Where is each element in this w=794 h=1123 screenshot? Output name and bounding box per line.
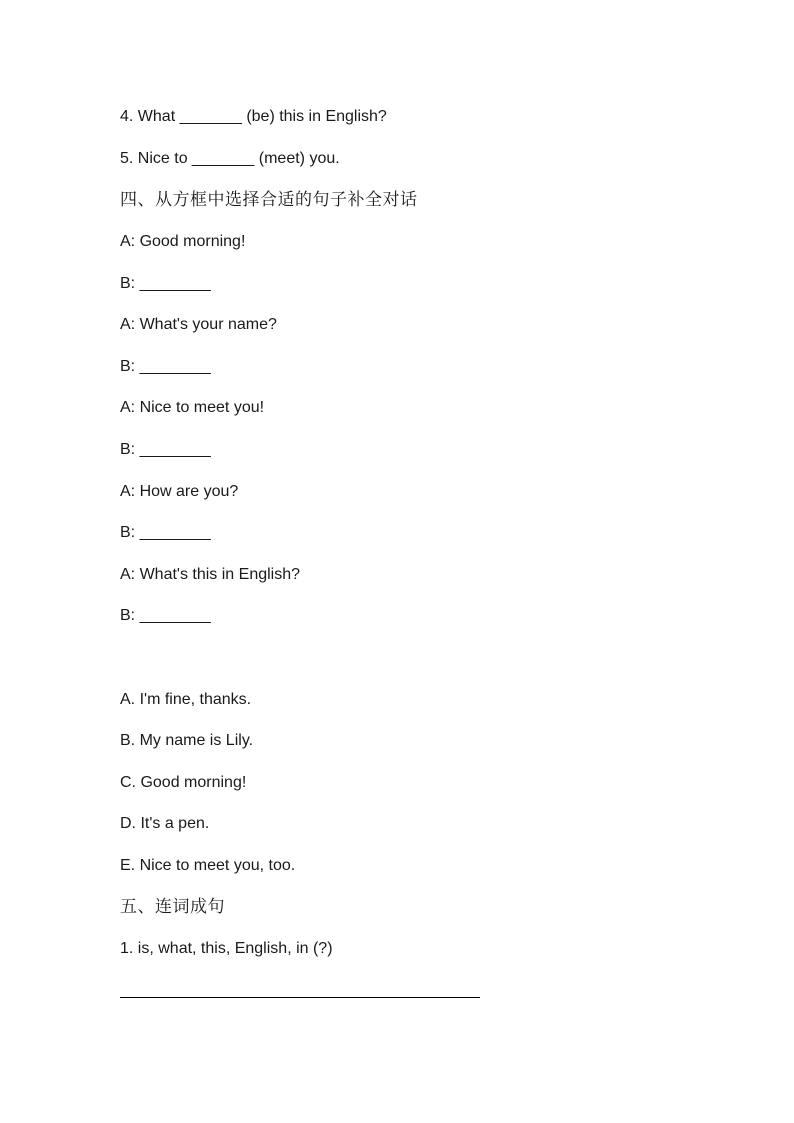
section-5-title: 五、连词成句 xyxy=(120,897,225,916)
fill-in-question-5: 5. Nice to _______ (meet) you. xyxy=(120,150,340,167)
section-4-title: 四、从方框中选择合适的句子补全对话 xyxy=(120,190,418,209)
dialogue-line-a1: A: Good morning! xyxy=(120,233,246,250)
dialogue-line-b3: B: ________ xyxy=(120,441,211,458)
dialogue-line-a3: A: Nice to meet you! xyxy=(120,399,265,416)
dialogue-line-b4: B: ________ xyxy=(120,524,211,541)
dialogue-line-a5: A: What's this in English? xyxy=(120,566,301,583)
dialogue-line-b1: B: ________ xyxy=(120,275,211,292)
option-c: C. Good morning! xyxy=(120,774,247,791)
option-e: E. Nice to meet you, too. xyxy=(120,857,296,874)
dialogue-line-a4: A: How are you? xyxy=(120,483,239,500)
word-order-question-1: 1. is, what, this, English, in (?) xyxy=(120,940,333,957)
dialogue-line-b2: B: ________ xyxy=(120,358,211,375)
option-b: B. My name is Lily. xyxy=(120,732,254,749)
option-d: D. It's a pen. xyxy=(120,815,210,832)
answer-line[interactable] xyxy=(120,997,480,998)
dialogue-line-a2: A: What's your name? xyxy=(120,316,277,333)
fill-in-question-4: 4. What _______ (be) this in English? xyxy=(120,108,387,125)
dialogue-line-b5: B: ________ xyxy=(120,607,211,624)
option-a: A. I'm fine, thanks. xyxy=(120,691,252,708)
